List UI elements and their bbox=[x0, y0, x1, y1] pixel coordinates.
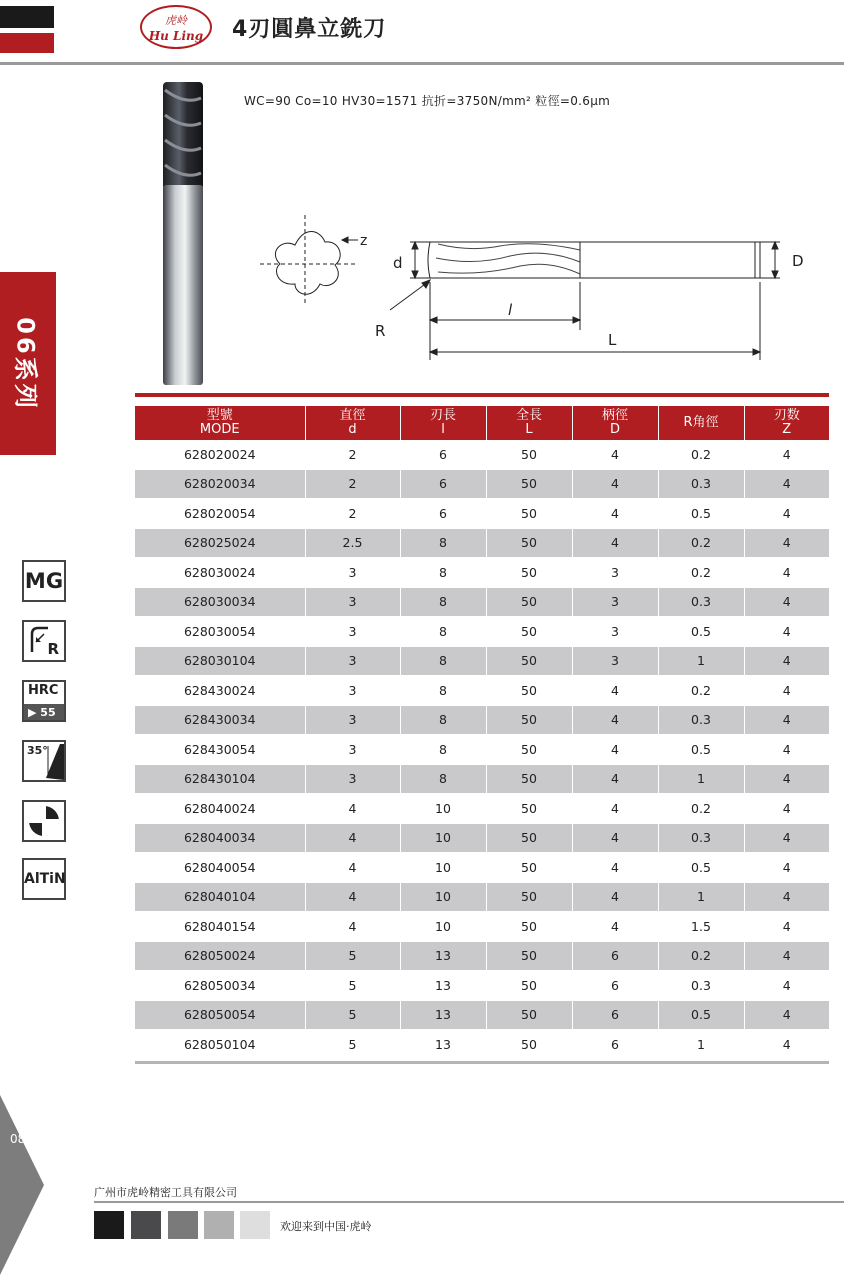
cell-overall-length: 50 bbox=[486, 440, 572, 469]
cell-flute-length: 8 bbox=[400, 705, 486, 735]
cell-flute-length: 10 bbox=[400, 853, 486, 883]
header-corner-block-dark bbox=[0, 6, 54, 28]
cross-section-view bbox=[260, 215, 358, 305]
cell-corner-radius: 0.5 bbox=[658, 499, 744, 529]
end-mill-photo bbox=[155, 80, 211, 390]
table-row bbox=[135, 941, 829, 971]
series-tab bbox=[0, 272, 56, 455]
cell-corner-radius: 0.5 bbox=[658, 735, 744, 765]
cell-diameter: 2 bbox=[305, 469, 400, 499]
cell-overall-length: 50 bbox=[486, 469, 572, 499]
cell-overall-length: 50 bbox=[486, 617, 572, 647]
page-title: 4刃圓鼻立銑刀 bbox=[232, 17, 387, 42]
cell-flute-length: 6 bbox=[400, 499, 486, 529]
cell-overall-length: 50 bbox=[486, 912, 572, 942]
table-row bbox=[135, 1000, 829, 1030]
altin-coating-badge: AlTiN bbox=[22, 858, 66, 900]
cell-flutes: 4 bbox=[744, 794, 829, 824]
cell-shank-diameter: 3 bbox=[572, 558, 658, 588]
cell-diameter: 3 bbox=[305, 764, 400, 794]
table-row bbox=[135, 882, 829, 912]
table-row bbox=[135, 1030, 829, 1060]
hu-ling-logo bbox=[140, 5, 212, 49]
cell-flute-length: 10 bbox=[400, 794, 486, 824]
cell-overall-length: 50 bbox=[486, 499, 572, 529]
cell-mode: 628430024 bbox=[135, 676, 305, 706]
cell-shank-diameter: 4 bbox=[572, 735, 658, 765]
cell-diameter: 3 bbox=[305, 587, 400, 617]
cell-overall-length: 50 bbox=[486, 1030, 572, 1060]
table-row bbox=[135, 853, 829, 883]
cell-overall-length: 50 bbox=[486, 705, 572, 735]
label-D: D bbox=[792, 252, 804, 270]
cell-mode: 628030034 bbox=[135, 587, 305, 617]
cell-mode: 628050024 bbox=[135, 941, 305, 971]
cell-flute-length: 6 bbox=[400, 469, 486, 499]
cell-flutes: 4 bbox=[744, 764, 829, 794]
table-row bbox=[135, 558, 829, 588]
table-top-rule bbox=[135, 393, 829, 397]
label-L: L bbox=[608, 331, 617, 349]
cell-corner-radius: 1 bbox=[658, 882, 744, 912]
page-number: 081 bbox=[10, 1132, 33, 1146]
page-number-tab bbox=[0, 1095, 44, 1275]
cell-mode: 628025024 bbox=[135, 528, 305, 558]
table-row bbox=[135, 528, 829, 558]
color-swatch-4 bbox=[204, 1211, 234, 1239]
cell-flute-length: 6 bbox=[400, 440, 486, 469]
col-header-corner-radius: R角徑 bbox=[658, 406, 744, 440]
cell-mode: 628030054 bbox=[135, 617, 305, 647]
cell-diameter: 5 bbox=[305, 1000, 400, 1030]
spec-table bbox=[135, 406, 829, 1060]
cell-shank-diameter: 4 bbox=[572, 676, 658, 706]
label-R: R bbox=[375, 322, 386, 340]
cell-flute-length: 8 bbox=[400, 617, 486, 647]
cell-shank-diameter: 6 bbox=[572, 971, 658, 1001]
cell-shank-diameter: 3 bbox=[572, 617, 658, 647]
cell-corner-radius: 0.2 bbox=[658, 440, 744, 469]
cell-diameter: 4 bbox=[305, 853, 400, 883]
cell-overall-length: 50 bbox=[486, 941, 572, 971]
table-row bbox=[135, 823, 829, 853]
cell-overall-length: 50 bbox=[486, 853, 572, 883]
cell-overall-length: 50 bbox=[486, 528, 572, 558]
cell-shank-diameter: 6 bbox=[572, 1030, 658, 1060]
table-row bbox=[135, 499, 829, 529]
cell-mode: 628430104 bbox=[135, 764, 305, 794]
cell-flutes: 4 bbox=[744, 499, 829, 529]
cell-corner-radius: 0.2 bbox=[658, 558, 744, 588]
cell-mode: 628430034 bbox=[135, 705, 305, 735]
cell-corner-radius: 0.3 bbox=[658, 971, 744, 1001]
table-row bbox=[135, 469, 829, 499]
cell-corner-radius: 0.5 bbox=[658, 853, 744, 883]
spec-table-container bbox=[135, 393, 829, 1064]
cell-diameter: 3 bbox=[305, 705, 400, 735]
cell-flutes: 4 bbox=[744, 941, 829, 971]
cell-flutes: 4 bbox=[744, 558, 829, 588]
cell-shank-diameter: 4 bbox=[572, 705, 658, 735]
cell-overall-length: 50 bbox=[486, 764, 572, 794]
cell-corner-radius: 1 bbox=[658, 1030, 744, 1060]
col-header-flute-length: 刃長 l bbox=[400, 406, 486, 440]
cell-diameter: 4 bbox=[305, 912, 400, 942]
cell-flutes: 4 bbox=[744, 1030, 829, 1060]
color-swatch-3 bbox=[168, 1211, 198, 1239]
cell-mode: 628030104 bbox=[135, 646, 305, 676]
label-l: l bbox=[508, 301, 513, 319]
cell-corner-radius: 0.3 bbox=[658, 705, 744, 735]
cell-mode: 628040154 bbox=[135, 912, 305, 942]
cell-flutes: 4 bbox=[744, 676, 829, 706]
cell-shank-diameter: 4 bbox=[572, 499, 658, 529]
technical-drawing bbox=[250, 200, 820, 375]
footer-divider bbox=[94, 1201, 844, 1203]
cell-flutes: 4 bbox=[744, 705, 829, 735]
cell-overall-length: 50 bbox=[486, 676, 572, 706]
cell-flute-length: 8 bbox=[400, 676, 486, 706]
cell-shank-diameter: 4 bbox=[572, 440, 658, 469]
cell-shank-diameter: 6 bbox=[572, 1000, 658, 1030]
cell-overall-length: 50 bbox=[486, 587, 572, 617]
table-row bbox=[135, 735, 829, 765]
col-header-diameter: 直徑 d bbox=[305, 406, 400, 440]
company-name: 广州市虎岭精密工具有限公司 bbox=[94, 1186, 237, 1199]
cell-shank-diameter: 4 bbox=[572, 882, 658, 912]
col-header-shank-diameter: 柄徑 D bbox=[572, 406, 658, 440]
hrc-value: ▶ 55 bbox=[28, 706, 56, 719]
cell-mode: 628020024 bbox=[135, 440, 305, 469]
cell-diameter: 3 bbox=[305, 617, 400, 647]
cell-diameter: 4 bbox=[305, 882, 400, 912]
label-z: z bbox=[360, 233, 368, 249]
cell-shank-diameter: 3 bbox=[572, 587, 658, 617]
material-spec: WC=90 Co=10 HV30=1571 抗折=3750N/mm² 粒徑=0.6μm bbox=[244, 94, 611, 108]
color-swatch-5 bbox=[240, 1211, 270, 1239]
cell-corner-radius: 0.5 bbox=[658, 1000, 744, 1030]
table-bottom-rule bbox=[135, 1061, 829, 1064]
table-row bbox=[135, 617, 829, 647]
cell-overall-length: 50 bbox=[486, 558, 572, 588]
cell-flutes: 4 bbox=[744, 469, 829, 499]
cell-corner-radius: 0.2 bbox=[658, 941, 744, 971]
cell-flute-length: 8 bbox=[400, 528, 486, 558]
col-header-flutes: 刃数 Z bbox=[744, 406, 829, 440]
cell-flute-length: 8 bbox=[400, 646, 486, 676]
cell-mode: 628050054 bbox=[135, 1000, 305, 1030]
cell-corner-radius: 1 bbox=[658, 646, 744, 676]
cell-shank-diameter: 4 bbox=[572, 764, 658, 794]
cell-flutes: 4 bbox=[744, 617, 829, 647]
cell-mode: 628050104 bbox=[135, 1030, 305, 1060]
cell-flute-length: 13 bbox=[400, 971, 486, 1001]
cell-corner-radius: 0.3 bbox=[658, 587, 744, 617]
cell-flute-length: 13 bbox=[400, 1000, 486, 1030]
cell-diameter: 3 bbox=[305, 558, 400, 588]
cell-shank-diameter: 4 bbox=[572, 853, 658, 883]
table-row bbox=[135, 794, 829, 824]
cell-flutes: 4 bbox=[744, 882, 829, 912]
logo-en-text: Hu Ling bbox=[148, 29, 204, 43]
cell-flutes: 4 bbox=[744, 1000, 829, 1030]
cell-diameter: 3 bbox=[305, 646, 400, 676]
cell-corner-radius: 0.2 bbox=[658, 676, 744, 706]
table-row bbox=[135, 705, 829, 735]
cell-diameter: 3 bbox=[305, 735, 400, 765]
cell-corner-radius: 0.3 bbox=[658, 469, 744, 499]
cell-corner-radius: 0.2 bbox=[658, 528, 744, 558]
cell-diameter: 5 bbox=[305, 1030, 400, 1060]
cell-corner-radius: 1 bbox=[658, 764, 744, 794]
table-row bbox=[135, 440, 829, 469]
cell-diameter: 2.5 bbox=[305, 528, 400, 558]
hrc-hardness-badge bbox=[22, 680, 66, 722]
cell-shank-diameter: 6 bbox=[572, 941, 658, 971]
cell-overall-length: 50 bbox=[486, 735, 572, 765]
cell-flute-length: 10 bbox=[400, 823, 486, 853]
table-row bbox=[135, 971, 829, 1001]
cell-flutes: 4 bbox=[744, 853, 829, 883]
table-body bbox=[135, 440, 829, 1059]
cell-shank-diameter: 3 bbox=[572, 646, 658, 676]
cell-diameter: 5 bbox=[305, 971, 400, 1001]
cell-flutes: 4 bbox=[744, 735, 829, 765]
col-header-mode: 型號 MODE bbox=[135, 406, 305, 440]
cell-diameter: 2 bbox=[305, 440, 400, 469]
cell-shank-diameter: 4 bbox=[572, 528, 658, 558]
welcome-text: 欢迎来到中国·虎岭 bbox=[280, 1220, 372, 1233]
cell-mode: 628040024 bbox=[135, 794, 305, 824]
header-corner-block-red bbox=[0, 33, 54, 53]
cell-shank-diameter: 4 bbox=[572, 794, 658, 824]
cell-diameter: 3 bbox=[305, 676, 400, 706]
series-tab-label: 06系列 bbox=[11, 316, 40, 411]
table-row bbox=[135, 764, 829, 794]
cell-shank-diameter: 4 bbox=[572, 912, 658, 942]
cell-flutes: 4 bbox=[744, 587, 829, 617]
cell-flute-length: 10 bbox=[400, 882, 486, 912]
cell-corner-radius: 0.5 bbox=[658, 617, 744, 647]
corner-radius-letter: R bbox=[47, 640, 59, 658]
cell-mode: 628040034 bbox=[135, 823, 305, 853]
cell-mode: 628040104 bbox=[135, 882, 305, 912]
cell-flutes: 4 bbox=[744, 971, 829, 1001]
mg-carbide-badge: MG bbox=[22, 560, 66, 602]
cell-flute-length: 10 bbox=[400, 912, 486, 942]
cell-shank-diameter: 4 bbox=[572, 823, 658, 853]
color-swatch-2 bbox=[131, 1211, 161, 1239]
table-row bbox=[135, 646, 829, 676]
cell-corner-radius: 1.5 bbox=[658, 912, 744, 942]
color-swatch-1 bbox=[94, 1211, 124, 1239]
cell-flute-length: 8 bbox=[400, 558, 486, 588]
cell-overall-length: 50 bbox=[486, 646, 572, 676]
cell-flutes: 4 bbox=[744, 528, 829, 558]
cell-flutes: 4 bbox=[744, 912, 829, 942]
cell-mode: 628040054 bbox=[135, 853, 305, 883]
table-row bbox=[135, 587, 829, 617]
cell-flute-length: 8 bbox=[400, 587, 486, 617]
cell-flute-length: 13 bbox=[400, 941, 486, 971]
cell-flute-length: 13 bbox=[400, 1030, 486, 1060]
table-row bbox=[135, 912, 829, 942]
cell-overall-length: 50 bbox=[486, 882, 572, 912]
header-divider bbox=[0, 62, 844, 65]
cell-flutes: 4 bbox=[744, 440, 829, 469]
cell-mode: 628430054 bbox=[135, 735, 305, 765]
cell-corner-radius: 0.2 bbox=[658, 794, 744, 824]
table-header-row bbox=[135, 406, 829, 440]
corner-radius-badge bbox=[22, 620, 66, 662]
table-row bbox=[135, 676, 829, 706]
cell-diameter: 4 bbox=[305, 823, 400, 853]
cell-flutes: 4 bbox=[744, 823, 829, 853]
cell-diameter: 2 bbox=[305, 499, 400, 529]
cell-diameter: 5 bbox=[305, 941, 400, 971]
cell-diameter: 4 bbox=[305, 794, 400, 824]
cell-mode: 628020034 bbox=[135, 469, 305, 499]
cell-corner-radius: 0.3 bbox=[658, 823, 744, 853]
cell-flute-length: 8 bbox=[400, 735, 486, 765]
helix-angle-badge bbox=[22, 740, 66, 782]
helix-angle-icon bbox=[24, 742, 64, 780]
label-d: d bbox=[393, 254, 403, 272]
four-flute-icon bbox=[24, 802, 64, 840]
cell-overall-length: 50 bbox=[486, 794, 572, 824]
four-flute-badge bbox=[22, 800, 66, 842]
cell-shank-diameter: 4 bbox=[572, 469, 658, 499]
cell-overall-length: 50 bbox=[486, 1000, 572, 1030]
cell-flutes: 4 bbox=[744, 646, 829, 676]
hrc-label: HRC bbox=[28, 683, 59, 698]
col-header-overall-length: 全長 L bbox=[486, 406, 572, 440]
cell-overall-length: 50 bbox=[486, 971, 572, 1001]
cell-mode: 628030024 bbox=[135, 558, 305, 588]
side-view bbox=[390, 242, 780, 360]
cell-flute-length: 8 bbox=[400, 764, 486, 794]
cell-mode: 628050034 bbox=[135, 971, 305, 1001]
logo-cn-text: 虎岭 bbox=[165, 14, 187, 27]
helix-angle-label: 35° bbox=[27, 744, 48, 757]
cell-overall-length: 50 bbox=[486, 823, 572, 853]
cell-mode: 628020054 bbox=[135, 499, 305, 529]
